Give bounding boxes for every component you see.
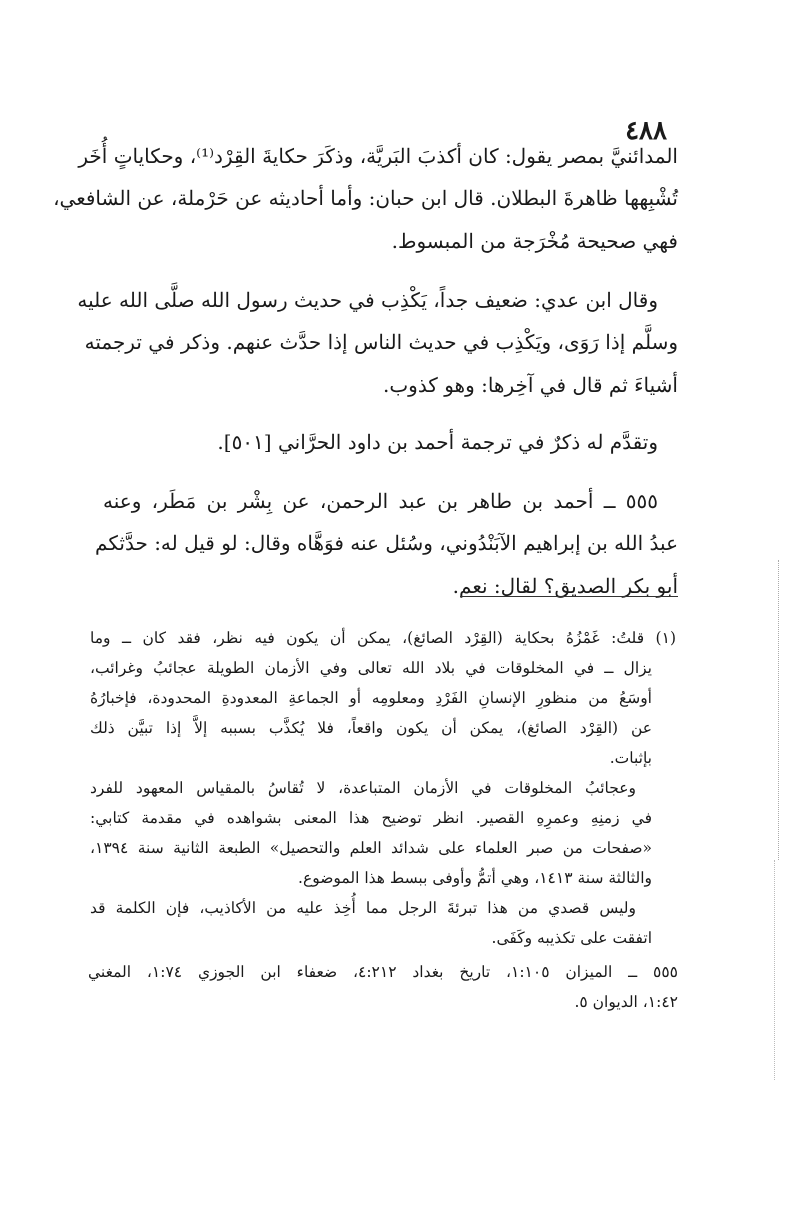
footnote-line: ١:٤٢، الديوان ٥.	[574, 993, 678, 1011]
footnote-line: (١) قلتُ: غَمْزُهُ بحكاية (القِرْد الصائغ)، يمكن أن يكون فيه نظر، فقد كان ــ وما	[90, 629, 676, 647]
footnote-line: ٥٥٥ ــ الميزان ١:١٠٥، تاريخ بغداد ٤:٢١٢، ضعفاء ابن الجوزي ١:٧٤، المغني	[88, 963, 678, 981]
footnote-line: بإثبات.	[609, 749, 652, 767]
footnote-line: يزال ــ في المخلوقات في بلاد الله تعالى وفي الأزمان الطويلة عجائبُ وغرائب،	[90, 659, 652, 677]
body-line: ٥٥٥ ــ أحمد بن طاهر بن عبد الرحمن، عن بِشْر بن مَطَر، وعنه	[103, 489, 658, 513]
scan-margin-mark	[778, 560, 779, 860]
footnote-line: والثالثة سنة ١٤١٣، وهي أتمُّ وأوفى ببسط هذا الموضوع.	[298, 869, 652, 887]
body-line: وقال ابن عدي: ضعيف جداً، يَكْذِب في حديث رسول الله صلَّى الله عليه	[77, 288, 658, 312]
footnote-line: وليس قصدي من هذا تبرئةَ الرجل مما أُخِذ عليه من الأكاذيب، فإن الكلمة قد	[90, 899, 636, 917]
body-line: وسلَّم إذا رَوَى، ويَكْذِب في حديث الناس إذا حدَّث عنهم. وذكر في ترجمته	[84, 330, 678, 354]
footnote-line: اتفقت على تكذيبه وكَفَى.	[491, 929, 652, 947]
body-line: أبو بكر الصديق؟ لقال: نعم.	[452, 574, 678, 598]
body-line: عبدُ الله بن إبراهيم الآبَنْدُوني، وسُئل عنه فوَهَّاه وقال: لو قيل له: حدَّثكم	[95, 531, 678, 555]
page-number: ٤٨٨	[625, 116, 667, 146]
footnote-line: عن (القِرْد الصائغ)، يمكن أن يكون واقعاً، فلا يُكذَّب بسببه إلاَّ إذا تبيَّن ذلك	[90, 719, 652, 737]
footnote-line: في زمنِهِ وعمرِهِ القصير. انظر توضيح هذا المعنى بشواهده في مقدمة كتابي:	[90, 809, 652, 827]
footnote-line: وعجائبُ المخلوقات في الأزمان المتباعدة، لا تُقاسُ بالمقياس المعهود للفرد	[90, 779, 636, 797]
scan-margin-mark	[774, 860, 775, 1080]
body-line: أشياءَ ثم قال في آخِرها: وهو كذوب.	[382, 373, 678, 397]
body-line: فهي صحيحة مُخْرَجة من المبسوط.	[391, 229, 678, 253]
footnote-line: «صفحات من صبر العلماء على شدائد العلم والتحصيل» الطبعة الثانية سنة ١٣٩٤،	[90, 839, 652, 857]
footnote-line: أوسَعُ من منظورِ الإنسانِ الفَرْدِ ومعلومِه أو الجماعةِ المعدودةِ المحدودة، فإخبارُهُ	[90, 689, 652, 707]
footnote-separator	[460, 596, 678, 597]
body-line: وتقدَّم له ذكرٌ في ترجمة أحمد بن داود الحرَّاني [٥٠١].	[217, 430, 658, 454]
body-line: تُشْبِهها ظاهرةَ البطلان. قال ابن حبان: وأما أحاديثه عن حَرْملة، عن الشافعي،	[53, 186, 678, 210]
body-line: المدائنيَّ بمصر يقول: كان أكذبَ البَريَّة، وذكَرَ حكايةَ القِرْد⁽¹⁾، وحكاياتٍ أُخَر	[78, 144, 678, 168]
